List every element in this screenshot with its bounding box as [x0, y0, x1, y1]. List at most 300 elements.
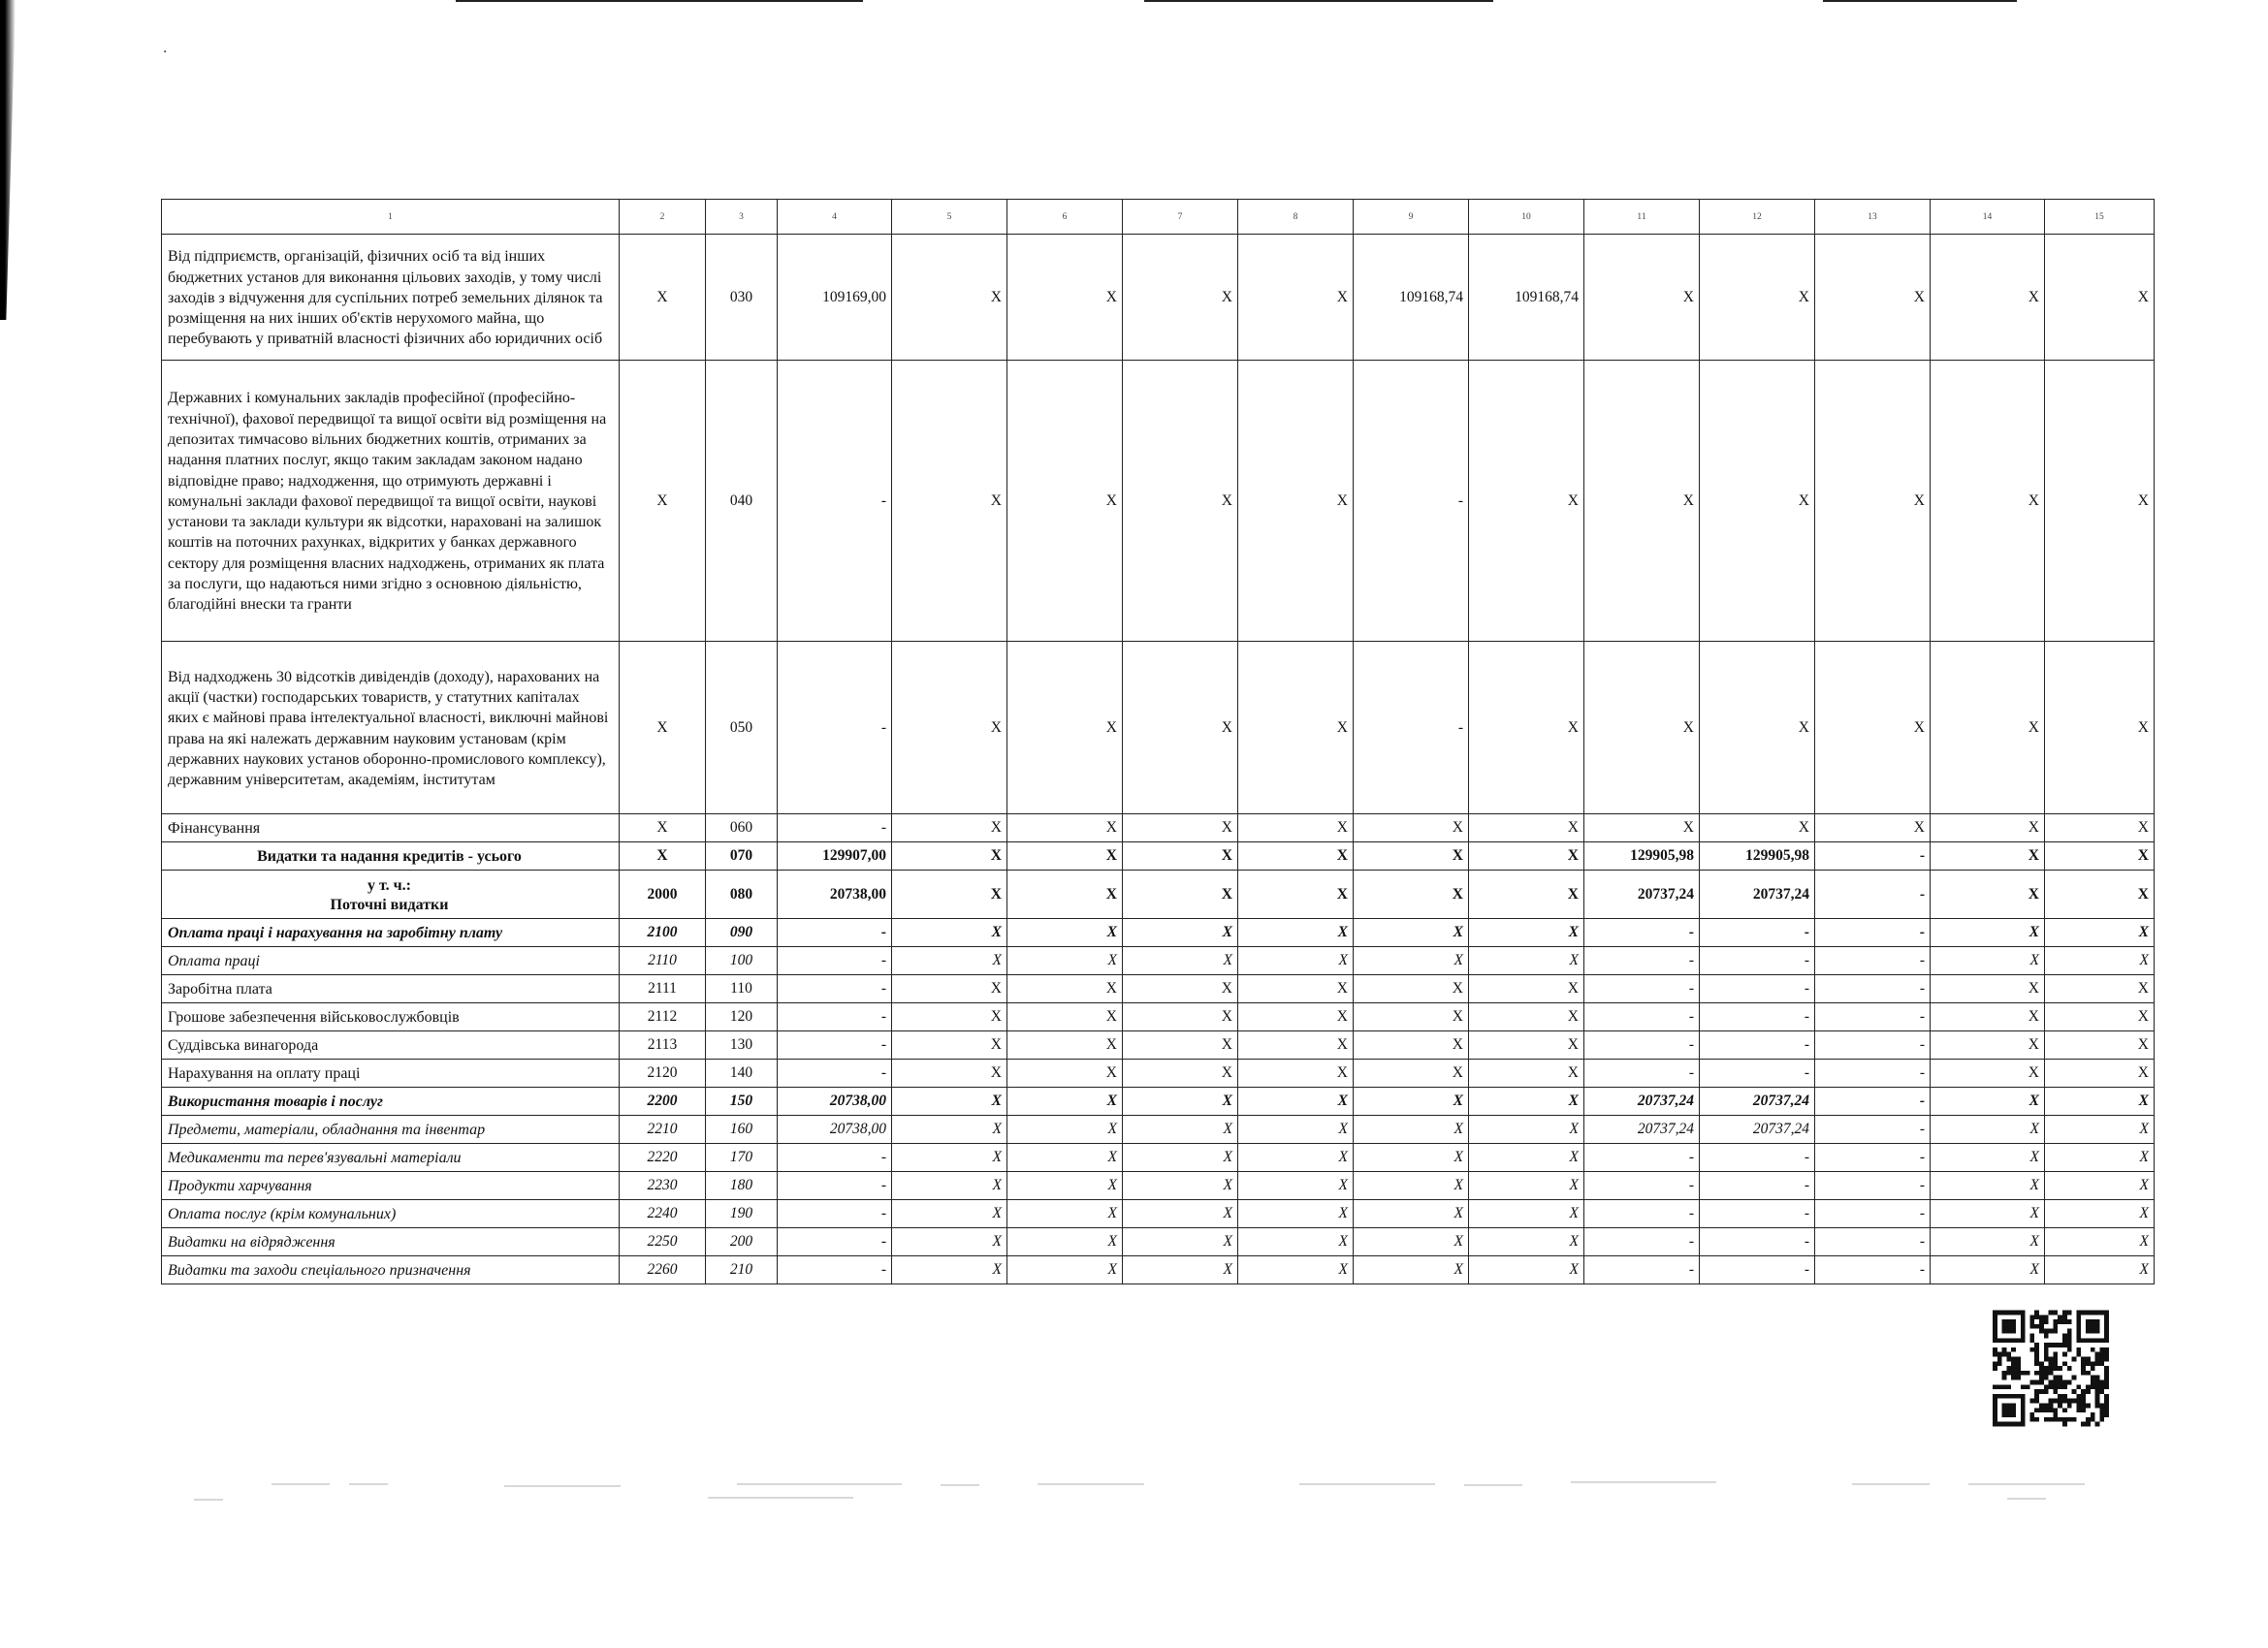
value-cell: X [620, 642, 706, 814]
value-cell: 2250 [620, 1228, 706, 1256]
value-cell: - [778, 975, 892, 1003]
value-cell: - [1584, 1172, 1700, 1200]
value-cell: X [1007, 1060, 1123, 1088]
column-number-header: 3 [706, 200, 778, 235]
scan-shadow-left [0, 0, 16, 320]
value-cell: X [1931, 1144, 2045, 1172]
value-cell: X [892, 1088, 1007, 1116]
value-cell: X [2045, 919, 2155, 947]
value-cell: X [1007, 1088, 1123, 1116]
value-cell: X [1931, 1256, 2045, 1284]
value-cell: - [1354, 361, 1469, 642]
column-number-header: 12 [1700, 200, 1815, 235]
value-cell: - [1700, 1228, 1815, 1256]
value-cell: 190 [706, 1200, 778, 1228]
value-cell: - [1584, 947, 1700, 975]
value-cell: 109169,00 [778, 235, 892, 361]
row-name-cell: Суддівська винагорода [162, 1031, 620, 1060]
value-cell: X [1238, 1228, 1354, 1256]
value-cell: 2000 [620, 871, 706, 919]
value-cell: X [1123, 1228, 1238, 1256]
table-row [162, 975, 2155, 1003]
value-cell: X [1007, 1116, 1123, 1144]
value-cell: 129907,00 [778, 842, 892, 871]
value-cell: X [2045, 1003, 2155, 1031]
table-row [162, 1003, 2155, 1031]
value-cell: - [1700, 1172, 1815, 1200]
value-cell: X [1007, 1003, 1123, 1031]
value-cell: X [1007, 871, 1123, 919]
value-cell: - [1584, 1256, 1700, 1284]
value-cell: X [1584, 235, 1700, 361]
value-cell: X [1354, 1088, 1469, 1116]
value-cell: X [2045, 947, 2155, 975]
value-cell: - [778, 642, 892, 814]
value-cell: 2110 [620, 947, 706, 975]
value-cell: X [1815, 235, 1931, 361]
value-cell: X [1354, 1031, 1469, 1060]
value-cell: X [1354, 1144, 1469, 1172]
value-cell: X [1123, 871, 1238, 919]
value-cell: 140 [706, 1060, 778, 1088]
value-cell: X [2045, 814, 2155, 842]
value-cell: X [2045, 1200, 2155, 1228]
value-cell: X [1469, 1200, 1584, 1228]
column-number-header: 6 [1007, 200, 1123, 235]
table-row [162, 642, 2155, 814]
table-row [162, 919, 2155, 947]
value-cell: X [1238, 1031, 1354, 1060]
row-name-cell: Фінансування [162, 814, 620, 842]
row-name-cell: Державних і комунальних закладів професійної (професійно-технічної), фахової передвищої та вищої освіти від розміщення на депозитах тимчасово вільних бюджетних коштів, отриманих за надання платних послуг, якщо таким закладам законом надано відповідне право; надходження, що отримують державні і комунальні заклади фахової передвищої та вищої освіти, наукові установи та заклади культури як відсотки, нараховані на залишок коштів на поточних рахунках, відкритих у банках державного сектору для розміщення власних надходжень, отриманих як плата за послуги, що надаються ними згідно з основною діяльністю, благодійні внески та гранти [162, 361, 620, 642]
value-cell: X [1469, 919, 1584, 947]
table-row [162, 814, 2155, 842]
column-number-header: 9 [1354, 200, 1469, 235]
row-name-cell: Грошове забезпечення військовослужбовців [162, 1003, 620, 1031]
value-cell: X [1469, 1172, 1584, 1200]
table-row [162, 1228, 2155, 1256]
row-name-cell: Видатки та надання кредитів - усього [162, 842, 620, 871]
value-cell: 090 [706, 919, 778, 947]
value-cell: - [1700, 975, 1815, 1003]
value-cell: - [1584, 919, 1700, 947]
value-cell: 2120 [620, 1060, 706, 1088]
value-cell: X [1007, 1031, 1123, 1060]
value-cell: X [1123, 1060, 1238, 1088]
value-cell: X [1007, 235, 1123, 361]
value-cell: X [2045, 842, 2155, 871]
column-number-header: 7 [1123, 200, 1238, 235]
value-cell: X [1469, 1060, 1584, 1088]
value-cell: X [1238, 1003, 1354, 1031]
value-cell: X [1931, 1060, 2045, 1088]
value-cell: X [1354, 1228, 1469, 1256]
value-cell: X [1700, 235, 1815, 361]
value-cell: 2230 [620, 1172, 706, 1200]
value-cell: X [1931, 642, 2045, 814]
value-cell: 050 [706, 642, 778, 814]
value-cell: X [2045, 642, 2155, 814]
value-cell: X [1007, 1256, 1123, 1284]
value-cell: X [1123, 919, 1238, 947]
row-name-cell: Нарахування на оплату праці [162, 1060, 620, 1088]
row-name-cell: Оплата послуг (крім комунальних) [162, 1200, 620, 1228]
value-cell: X [1931, 235, 2045, 361]
value-cell: X [1354, 919, 1469, 947]
value-cell: X [1931, 361, 2045, 642]
value-cell: X [2045, 1060, 2155, 1088]
value-cell: X [2045, 1116, 2155, 1144]
value-cell: X [892, 1228, 1007, 1256]
table-row [162, 1060, 2155, 1088]
value-cell: - [1700, 1003, 1815, 1031]
value-cell: X [1931, 1003, 2045, 1031]
value-cell: X [1007, 814, 1123, 842]
value-cell: 160 [706, 1116, 778, 1144]
scan-edge-mark [1823, 0, 2017, 2]
value-cell: X [892, 235, 1007, 361]
value-cell: X [1123, 642, 1238, 814]
value-cell: X [1931, 975, 2045, 1003]
value-cell: X [620, 235, 706, 361]
value-cell: 170 [706, 1144, 778, 1172]
value-cell: X [1123, 1088, 1238, 1116]
value-cell: X [1700, 642, 1815, 814]
value-cell: X [1354, 1116, 1469, 1144]
value-cell: - [1815, 871, 1931, 919]
value-cell: - [1354, 642, 1469, 814]
value-cell: X [1354, 871, 1469, 919]
value-cell: X [1469, 975, 1584, 1003]
value-cell: X [1469, 871, 1584, 919]
value-cell: X [1238, 871, 1354, 919]
table-row [162, 947, 2155, 975]
value-cell: - [1815, 1031, 1931, 1060]
table-row [162, 1031, 2155, 1060]
value-cell: X [1354, 842, 1469, 871]
value-cell: - [1815, 1088, 1931, 1116]
value-cell: X [1238, 919, 1354, 947]
value-cell: X [892, 642, 1007, 814]
value-cell: - [778, 1031, 892, 1060]
value-cell: X [1931, 871, 2045, 919]
row-name-cell: Заробітна плата [162, 975, 620, 1003]
value-cell: X [2045, 975, 2155, 1003]
row-name-cell: Видатки на відрядження [162, 1228, 620, 1256]
value-cell: X [1238, 814, 1354, 842]
row-name-cell: у т. ч.: Поточні видатки [162, 871, 620, 919]
value-cell: X [892, 1116, 1007, 1144]
value-cell: 2260 [620, 1256, 706, 1284]
table-row [162, 871, 2155, 919]
value-cell: X [892, 361, 1007, 642]
value-cell: - [1815, 947, 1931, 975]
table-row [162, 361, 2155, 642]
value-cell: 2220 [620, 1144, 706, 1172]
value-cell: X [892, 1172, 1007, 1200]
value-cell: 20737,24 [1584, 871, 1700, 919]
value-cell: 030 [706, 235, 778, 361]
value-cell: 070 [706, 842, 778, 871]
value-cell: - [1815, 1060, 1931, 1088]
value-cell: X [1931, 1116, 2045, 1144]
value-cell: X [1469, 1116, 1584, 1144]
value-cell: X [1931, 1228, 2045, 1256]
value-cell: - [1815, 842, 1931, 871]
value-cell: X [1354, 1003, 1469, 1031]
value-cell: - [778, 1003, 892, 1031]
value-cell: X [1700, 361, 1815, 642]
value-cell: - [1815, 1003, 1931, 1031]
value-cell: X [1238, 1116, 1354, 1144]
value-cell: - [778, 1060, 892, 1088]
value-cell: - [1815, 919, 1931, 947]
value-cell: X [1238, 842, 1354, 871]
value-cell: 150 [706, 1088, 778, 1116]
faint-footer-artifacts [165, 1474, 2153, 1508]
value-cell: X [620, 361, 706, 642]
value-cell: - [1584, 1003, 1700, 1031]
value-cell: - [778, 1200, 892, 1228]
column-number-header: 11 [1584, 200, 1700, 235]
value-cell: X [1238, 1060, 1354, 1088]
value-cell: X [1123, 1031, 1238, 1060]
value-cell: X [1238, 642, 1354, 814]
value-cell: 130 [706, 1031, 778, 1060]
value-cell: X [1469, 642, 1584, 814]
value-cell: - [1700, 1256, 1815, 1284]
row-name-cell: Використання товарів і послуг [162, 1088, 620, 1116]
value-cell: X [1469, 814, 1584, 842]
value-cell: - [1584, 1060, 1700, 1088]
value-cell: X [892, 814, 1007, 842]
value-cell: X [1123, 814, 1238, 842]
value-cell: - [778, 947, 892, 975]
value-cell: X [2045, 1144, 2155, 1172]
value-cell: X [1238, 1144, 1354, 1172]
value-cell: X [1007, 975, 1123, 1003]
value-cell: X [1931, 814, 2045, 842]
value-cell: - [1584, 1031, 1700, 1060]
value-cell: 20737,24 [1584, 1088, 1700, 1116]
value-cell: - [1815, 1256, 1931, 1284]
value-cell: X [1469, 1144, 1584, 1172]
value-cell: X [1815, 814, 1931, 842]
value-cell: - [778, 1228, 892, 1256]
value-cell: 20738,00 [778, 871, 892, 919]
value-cell: 2240 [620, 1200, 706, 1228]
value-cell: X [1123, 1256, 1238, 1284]
value-cell: X [1238, 1088, 1354, 1116]
value-cell: - [778, 361, 892, 642]
table-row [162, 235, 2155, 361]
column-number-header: 4 [778, 200, 892, 235]
value-cell: X [1007, 919, 1123, 947]
value-cell: - [1700, 1031, 1815, 1060]
value-cell: X [1123, 1172, 1238, 1200]
scan-speck: · [163, 45, 168, 60]
value-cell: X [1469, 842, 1584, 871]
value-cell: 2200 [620, 1088, 706, 1116]
value-cell: X [892, 842, 1007, 871]
value-cell: X [892, 1003, 1007, 1031]
value-cell: - [1584, 1200, 1700, 1228]
row-name-cell: Від підприємств, організацій, фізичних осіб та від інших бюджетних установ для виконання цільових заходів, у тому числі заходів з відчуження для суспільних потреб земельних ділянок та розміщення на них інших об'єктів нерухомого майна, що перебувають у приватній власності фізичних або юридичних осіб [162, 235, 620, 361]
value-cell: X [1931, 842, 2045, 871]
value-cell: X [1007, 1172, 1123, 1200]
value-cell: 040 [706, 361, 778, 642]
value-cell: - [778, 1256, 892, 1284]
table-row [162, 1200, 2155, 1228]
value-cell: 20737,24 [1700, 1088, 1815, 1116]
value-cell: X [1123, 947, 1238, 975]
value-cell: - [1700, 1200, 1815, 1228]
value-cell: 200 [706, 1228, 778, 1256]
value-cell: 2113 [620, 1031, 706, 1060]
value-cell: X [1584, 814, 1700, 842]
value-cell: X [1354, 947, 1469, 975]
value-cell: 2111 [620, 975, 706, 1003]
value-cell: X [1700, 814, 1815, 842]
value-cell: X [892, 1144, 1007, 1172]
value-cell: X [1931, 947, 2045, 975]
value-cell: X [892, 1200, 1007, 1228]
column-number-header: 1 [162, 200, 620, 235]
value-cell: - [1700, 919, 1815, 947]
value-cell: X [1931, 1031, 2045, 1060]
value-cell: - [1815, 1116, 1931, 1144]
value-cell: X [1815, 642, 1931, 814]
table-row [162, 1088, 2155, 1116]
value-cell: X [1007, 1200, 1123, 1228]
row-name-cell: Видатки та заходи спеціального призначення [162, 1256, 620, 1284]
value-cell: 180 [706, 1172, 778, 1200]
value-cell: X [1123, 361, 1238, 642]
column-number-header: 5 [892, 200, 1007, 235]
value-cell: X [1007, 642, 1123, 814]
value-cell: X [1007, 361, 1123, 642]
value-cell: 2112 [620, 1003, 706, 1031]
scan-edge-mark [1144, 0, 1493, 2]
value-cell: X [1354, 1060, 1469, 1088]
value-cell: - [1700, 947, 1815, 975]
value-cell: X [1584, 642, 1700, 814]
value-cell: X [1238, 1256, 1354, 1284]
value-cell: - [1700, 1060, 1815, 1088]
row-name-cell: Медикаменти та перев'язувальні матеріали [162, 1144, 620, 1172]
row-name-cell: Від надходжень 30 відсотків дивідендів (доходу), нарахованих на акції (частки) господарських товариств, у статутних капіталах яких є майнові права інтелектуальної власності, виключні майнові права на які належать державним науковим установам (крім державних наукових установ оборонно-промислового комплексу), державним університетам, академіям, інститутам [162, 642, 620, 814]
value-cell: 110 [706, 975, 778, 1003]
value-cell: X [620, 842, 706, 871]
value-cell: X [892, 871, 1007, 919]
value-cell: - [1815, 1228, 1931, 1256]
value-cell: X [2045, 1256, 2155, 1284]
budget-report-table [161, 199, 2155, 1284]
column-number-header: 14 [1931, 200, 2045, 235]
value-cell: X [892, 975, 1007, 1003]
value-cell: X [1931, 1172, 2045, 1200]
value-cell: X [1931, 1088, 2045, 1116]
value-cell: - [778, 1172, 892, 1200]
value-cell: - [1815, 1200, 1931, 1228]
value-cell: X [1007, 1144, 1123, 1172]
table-row [162, 842, 2155, 871]
value-cell: 2210 [620, 1116, 706, 1144]
value-cell: X [1123, 1116, 1238, 1144]
value-cell: X [892, 1060, 1007, 1088]
value-cell: 060 [706, 814, 778, 842]
value-cell: 129905,98 [1584, 842, 1700, 871]
value-cell: 120 [706, 1003, 778, 1031]
value-cell: X [1123, 1003, 1238, 1031]
value-cell: X [1354, 1172, 1469, 1200]
value-cell: 129905,98 [1700, 842, 1815, 871]
column-number-header: 8 [1238, 200, 1354, 235]
value-cell: X [1469, 361, 1584, 642]
value-cell: - [778, 1144, 892, 1172]
value-cell: X [1238, 235, 1354, 361]
column-number-header: 10 [1469, 200, 1584, 235]
value-cell: 20738,00 [778, 1116, 892, 1144]
value-cell: X [1123, 842, 1238, 871]
value-cell: X [1469, 1088, 1584, 1116]
row-name-cell: Оплата праці і нарахування на заробітну плату [162, 919, 620, 947]
table-row [162, 1172, 2155, 1200]
value-cell: X [2045, 1228, 2155, 1256]
value-cell: 20737,24 [1700, 871, 1815, 919]
value-cell: X [1238, 1200, 1354, 1228]
value-cell: - [1815, 1144, 1931, 1172]
value-cell: X [1007, 1228, 1123, 1256]
value-cell: X [1123, 1200, 1238, 1228]
row-name-cell: Продукти харчування [162, 1172, 620, 1200]
value-cell: 20737,24 [1584, 1116, 1700, 1144]
value-cell: X [2045, 871, 2155, 919]
value-cell: X [1354, 1200, 1469, 1228]
value-cell: 109168,74 [1354, 235, 1469, 361]
qr-code [1993, 1309, 2109, 1428]
value-cell: X [1123, 975, 1238, 1003]
value-cell: X [1469, 1003, 1584, 1031]
value-cell: X [1354, 975, 1469, 1003]
table-row [162, 1116, 2155, 1144]
value-cell: X [2045, 361, 2155, 642]
value-cell: - [778, 814, 892, 842]
value-cell: - [1584, 1144, 1700, 1172]
value-cell: 109168,74 [1469, 235, 1584, 361]
value-cell: X [1469, 1031, 1584, 1060]
value-cell: X [2045, 1031, 2155, 1060]
value-cell: - [1700, 1144, 1815, 1172]
value-cell: - [1815, 1172, 1931, 1200]
value-cell: X [1238, 975, 1354, 1003]
value-cell: X [1931, 919, 2045, 947]
value-cell: - [1584, 975, 1700, 1003]
value-cell: X [1238, 361, 1354, 642]
value-cell: 20738,00 [778, 1088, 892, 1116]
column-number-header: 15 [2045, 200, 2155, 235]
scan-edge-mark [456, 0, 863, 2]
value-cell: X [1931, 1200, 2045, 1228]
value-cell: X [892, 1031, 1007, 1060]
value-cell: X [1007, 947, 1123, 975]
value-cell: 20737,24 [1700, 1116, 1815, 1144]
value-cell: X [1815, 361, 1931, 642]
value-cell: X [892, 1256, 1007, 1284]
value-cell: 100 [706, 947, 778, 975]
table-row [162, 1256, 2155, 1284]
value-cell: X [1469, 947, 1584, 975]
